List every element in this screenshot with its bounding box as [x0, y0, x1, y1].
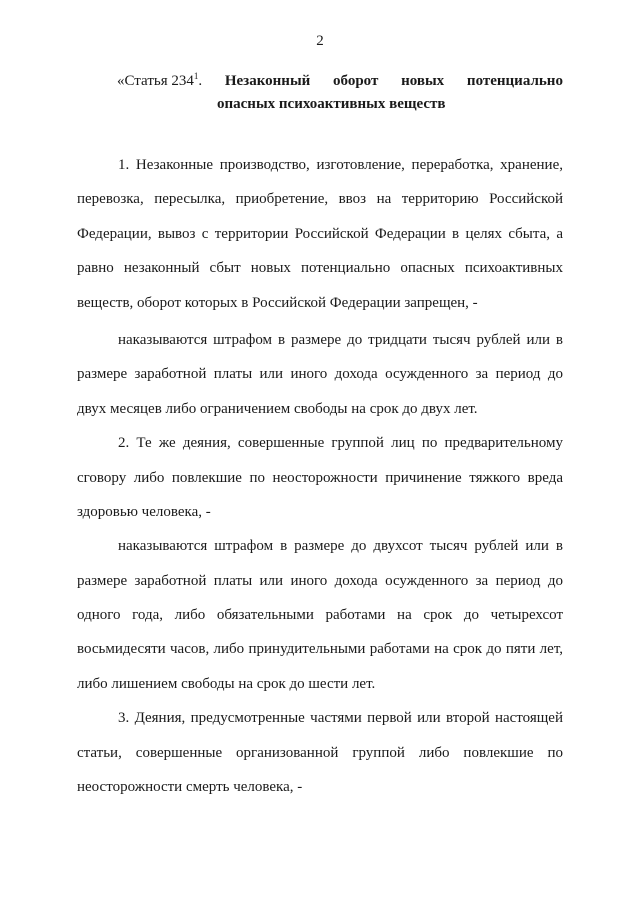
text-line: Федерации, вывоз с территории Российской Федерации в целях сбыта, а [77, 225, 563, 242]
text-line: неосторожности смерть человека, - [77, 779, 303, 796]
text-line: либо лишением свободы на срок до шести лет. [77, 675, 376, 692]
text-line: одного года, либо обязательными работами на срок до четырехсот [77, 607, 563, 624]
article-heading-line1 [117, 70, 563, 93]
paragraph-part2-penalty [77, 529, 563, 701]
text-line: здоровью человека, - [77, 503, 211, 520]
heading-word: новых [401, 73, 445, 89]
heading-word: оборот [333, 73, 379, 89]
paragraph-part2 [77, 426, 563, 529]
article-heading [117, 70, 563, 116]
text-line: двух месяцев либо ограничением свободы на срок до двух лет. [77, 400, 478, 417]
text-line: наказываются штрафом в размере до тридцати тысяч рублей или в [118, 331, 563, 348]
text-line: равно незаконный сбыт новых потенциально опасных психоактивных [77, 260, 563, 277]
text-line: наказываются штрафом в размере до двухсот тысяч рублей или в [118, 538, 563, 555]
text-line: статьи, совершенные организованной группой либо повлекшие по [77, 744, 563, 761]
paragraph-part1 [77, 148, 563, 320]
text-line: восьмидесяти часов, либо принудительными работами на срок до пяти лет, [77, 641, 563, 658]
article-label-text: «Статья 234 [117, 73, 194, 89]
paragraph-part3 [77, 701, 563, 804]
text-line: 1. Незаконные производство, изготовление, переработка, хранение, [118, 157, 563, 173]
text-line: размере заработной платы или иного дохода осужденного за период до [77, 572, 563, 589]
heading-word: Незаконный [224, 73, 311, 89]
text-line: размере заработной платы или иного дохода осужденного за период до [77, 366, 563, 383]
article-body [77, 148, 563, 804]
text-line: сговору либо повлекшие по неосторожности причинение тяжкого вреда [77, 469, 563, 486]
paragraph-part1-penalty [77, 323, 563, 426]
article-label [117, 70, 202, 93]
article-heading-line2: опасных психоактивных веществ [217, 96, 446, 112]
article-label-superscript: 1 [193, 71, 199, 81]
text-line: 3. Деяния, предусмотренные частями первой или второй настоящей [118, 710, 563, 727]
heading-word: потенциально [466, 73, 563, 89]
page-number: 2 [316, 33, 324, 49]
text-line: веществ, оборот которых в Российской Федерации запрещен, - [77, 294, 478, 311]
text-line: 2. Те же деяния, совершенные группой лиц по предварительному [118, 435, 563, 452]
article-label-suffix: . [198, 73, 203, 89]
text-line: перевозка, пересылка, приобретение, ввоз на территорию Российской [77, 191, 563, 208]
